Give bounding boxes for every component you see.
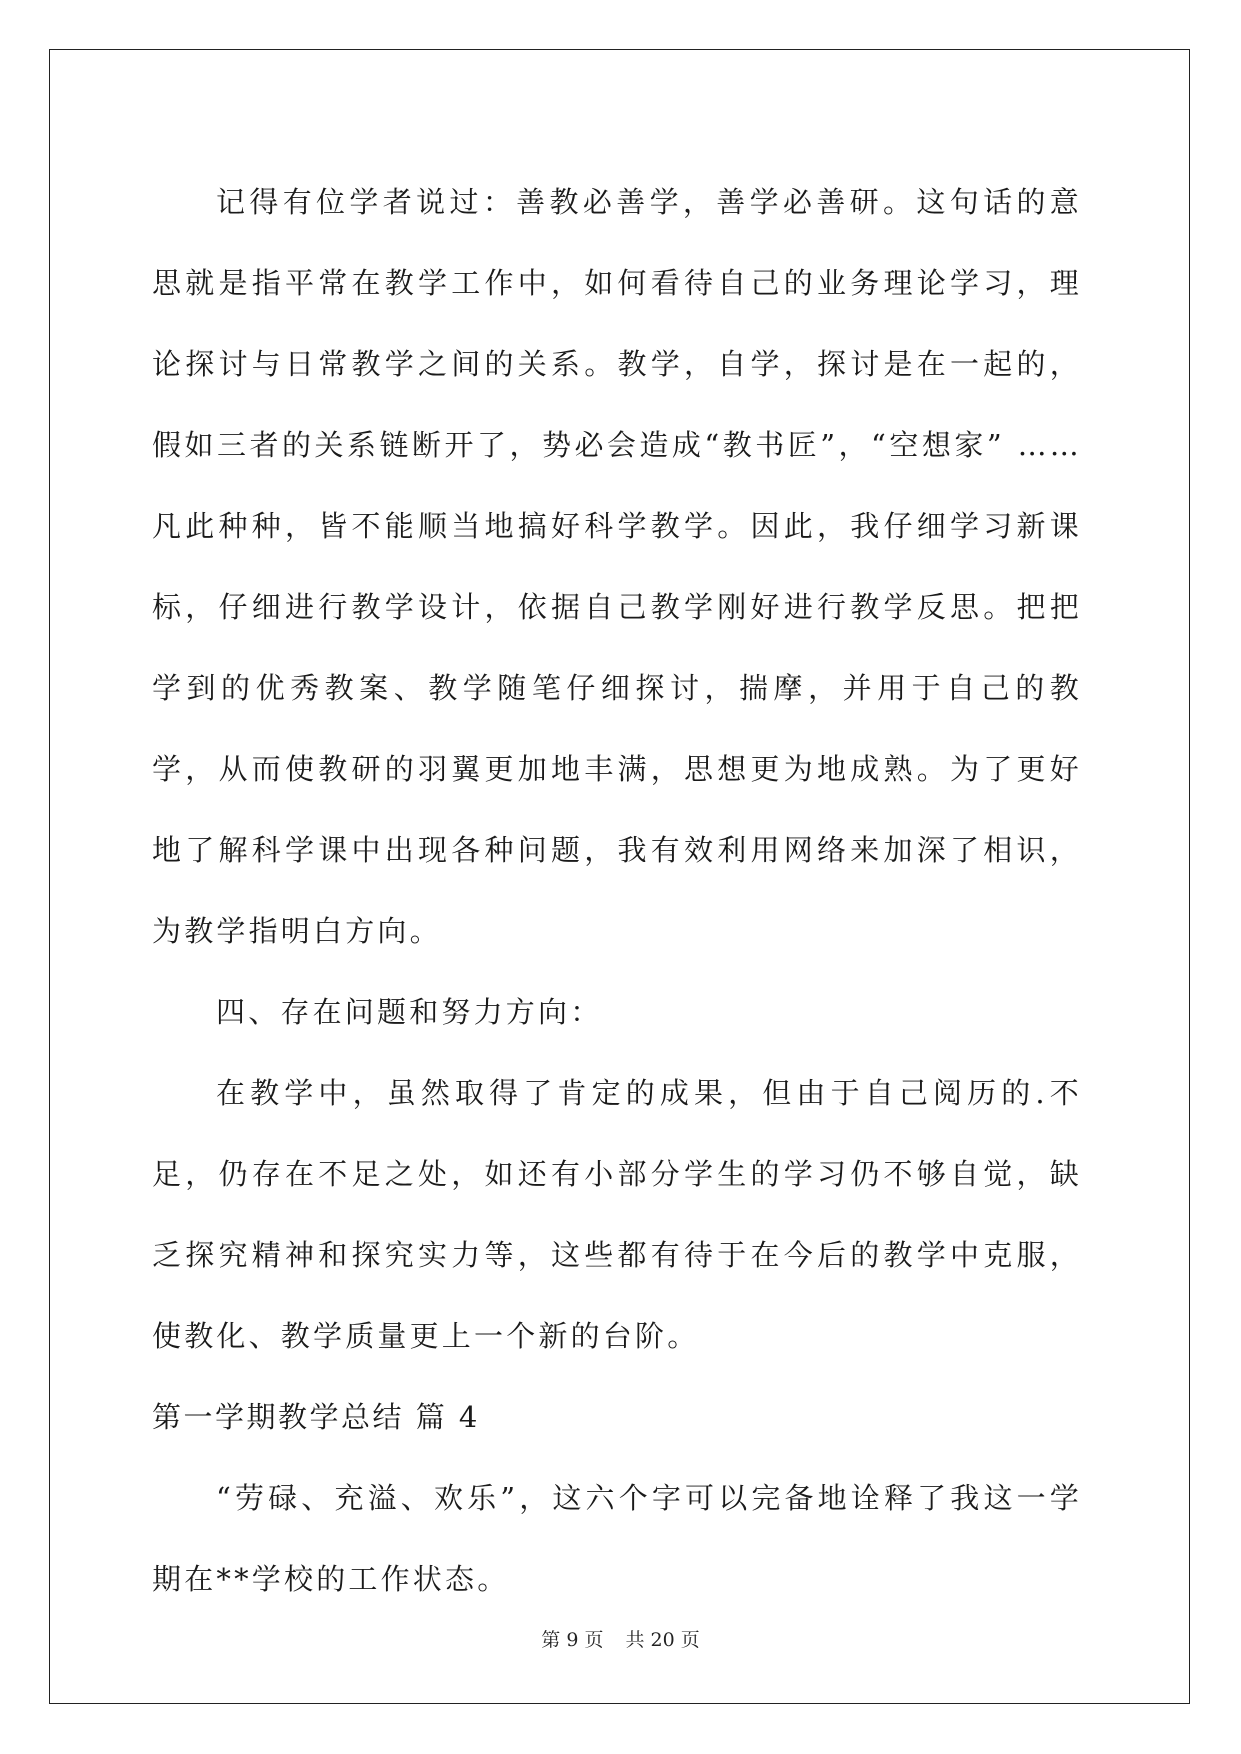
paragraph: 记得有位学者说过：善教必善学，善学必善研。这句话的意思就是指平常在教学工作中，如何看待自己的业务理论学习，理论探讨与日常教学之间的关系。教学，自学，探讨是在一起的，假如三者的关系链断开了，势必会造成“教书匠”，“空想家” ……凡此种种，皆不能顺当地搞好科学教学。因此，我仔细学习新课标，仔细进行教学设计，依据自己教学刚好进行教学反思。把把学到的优秀教案、教学随笔仔细探讨，揣摩，并用于自己的教学，从而使教研的羽翼更加地丰满，思想更为地成熟。为了更好地了解科学课中出现各种问题，我有效利用网络来加深了相识，为教学指明白方向。 xyxy=(152,185,1082,948)
document-body xyxy=(152,162,1082,1620)
page-number: 第 9 页 xyxy=(541,1629,604,1651)
paragraph: “劳碌、充溢、欢乐”，这六个字可以完备地诠释了我这一学期在**学校的工作状态。 xyxy=(152,1481,1082,1596)
paragraph: 四、存在问题和努力方向： xyxy=(216,995,603,1029)
page-footer xyxy=(0,1625,1241,1652)
paragraph: 在教学中，虽然取得了肯定的成果，但由于自己阅历的.不足，仍存在不足之处，如还有小部分学生的学习仍不够自觉，缺乏探究精神和探究实力等，这些都有待于在今后的教学中克服，使教化、教学质量更上一个新的台阶。 xyxy=(152,1076,1082,1353)
page-total: 共 20 页 xyxy=(625,1629,700,1651)
section-heading: 第一学期教学总结 篇 4 xyxy=(152,1400,480,1434)
